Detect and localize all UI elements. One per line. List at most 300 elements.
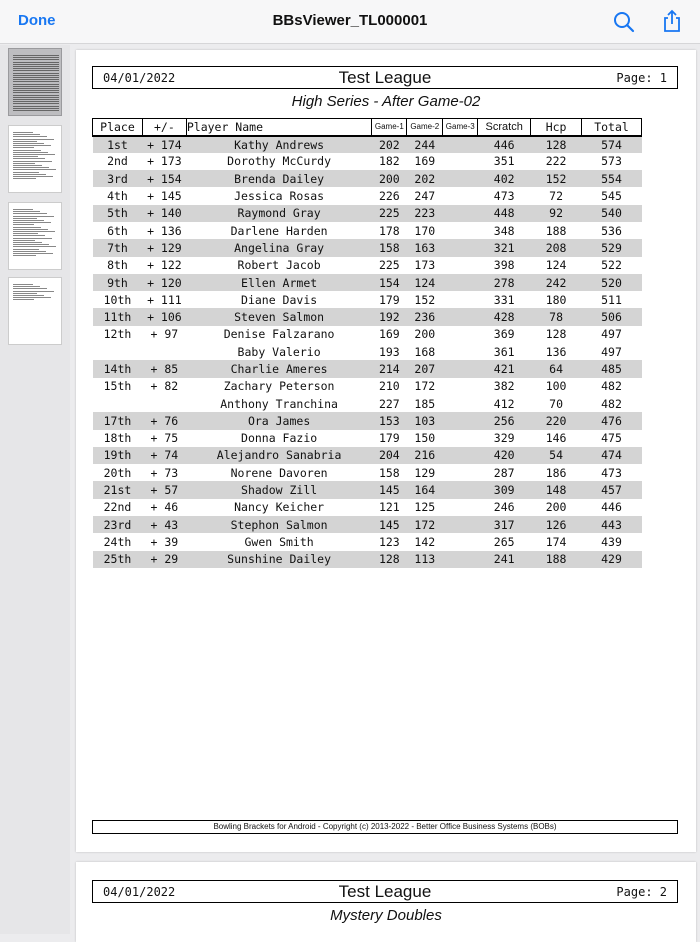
- cell-hcp: 128: [545, 327, 567, 342]
- thumbnail-line: [13, 145, 51, 146]
- column-header: Place: [93, 119, 143, 136]
- cell-hcp: 136: [545, 344, 567, 359]
- cell-g1: 169: [378, 327, 400, 342]
- cell-g1: 121: [378, 500, 400, 515]
- cell-g3: [443, 257, 478, 274]
- thumbnail-line: [13, 231, 55, 232]
- cell-hcp: 128: [531, 136, 582, 153]
- cell-total: 443: [582, 516, 642, 533]
- cell-total: 475: [601, 431, 622, 446]
- column-header: Game-3: [443, 119, 478, 136]
- cell-total: 506: [582, 308, 642, 325]
- thumbnail-line: [13, 163, 35, 164]
- table-row: [93, 551, 642, 568]
- table-row: [93, 533, 642, 550]
- cell-total: 446: [601, 500, 622, 515]
- thumbnail-line: [13, 299, 34, 300]
- thumbnail-line: [13, 62, 59, 63]
- cell-hcp: 222: [545, 154, 567, 169]
- cell-total: 511: [601, 292, 622, 307]
- cell-g3: [443, 499, 478, 516]
- cell-g3: [443, 222, 478, 239]
- cell-total: 545: [601, 189, 622, 204]
- cell-pm: + 174: [142, 136, 186, 153]
- thumbnail-line: [13, 66, 59, 67]
- cell-total: 474: [582, 447, 642, 464]
- cell-scratch: 421: [478, 360, 531, 377]
- cell-g1: 153: [372, 412, 407, 429]
- cell-g2: 124: [407, 274, 443, 291]
- cell-total: 574: [582, 136, 642, 153]
- cell-hcp: 64: [531, 360, 582, 377]
- cell-pm: + 111: [147, 292, 182, 307]
- cell-g1: 193: [378, 344, 400, 359]
- cell-place: 23rd: [93, 516, 143, 533]
- cell-g2: 152: [414, 292, 436, 307]
- cell-scratch: 382: [493, 379, 515, 394]
- cell-total: 554: [582, 170, 642, 187]
- cell-total: 573: [601, 154, 622, 169]
- cell-place: 22nd: [103, 500, 132, 515]
- cell-hcp: 92: [531, 205, 582, 222]
- cell-scratch: 348: [493, 223, 515, 238]
- table-row: [93, 499, 642, 516]
- cell-total: 529: [582, 239, 642, 256]
- share-icon[interactable]: [661, 9, 683, 33]
- thumbnail-line: [13, 92, 59, 93]
- cell-hcp: 186: [545, 465, 567, 480]
- thumbnail-line: [13, 156, 38, 157]
- cell-scratch: 473: [493, 189, 515, 204]
- thumbnail-line: [13, 249, 39, 250]
- cell-g3: [443, 481, 478, 498]
- thumbnail-line: [13, 209, 33, 210]
- cell-g3: [443, 447, 478, 464]
- thumbnail-line: [13, 79, 59, 80]
- cell-name: Charlie Ameres: [186, 360, 372, 377]
- page-thumbnail-1[interactable]: [8, 48, 62, 116]
- column-header: Game-1: [372, 119, 407, 136]
- cell-g3: [443, 205, 478, 222]
- cell-scratch: 446: [478, 136, 531, 153]
- cell-name: Brenda Dailey: [186, 170, 372, 187]
- page-thumbnail-3[interactable]: [8, 202, 62, 270]
- cell-g3: [443, 274, 478, 291]
- cell-name: Shadow Zill: [186, 481, 372, 498]
- column-header: +/-: [142, 119, 186, 136]
- cell-pm: + 76: [142, 412, 186, 429]
- cell-g2: 164: [407, 481, 443, 498]
- thumbnail-line: [13, 176, 53, 177]
- cell-g1: 128: [372, 551, 407, 568]
- cell-scratch: 412: [493, 396, 515, 411]
- cell-hcp: 180: [545, 292, 567, 307]
- page-number: Page: 2: [616, 885, 667, 899]
- cell-g3: [443, 412, 478, 429]
- cell-hcp: 148: [531, 481, 582, 498]
- thumbnail-line: [13, 134, 40, 135]
- thumbnail-line: [13, 222, 51, 223]
- thumbnail-line: [13, 242, 42, 243]
- thumbnail-line: [13, 233, 38, 234]
- cell-hcp: 242: [531, 274, 582, 291]
- cell-pm: [142, 395, 186, 412]
- cell-g3: [443, 533, 478, 550]
- cell-g2: 103: [407, 412, 443, 429]
- cell-total: 473: [601, 465, 622, 480]
- cell-total: 522: [601, 258, 622, 273]
- cell-name: Anthony Tranchina: [220, 396, 338, 411]
- thumbnail-line: [13, 70, 59, 71]
- cell-scratch: 256: [478, 412, 531, 429]
- cell-g3: [443, 136, 478, 153]
- cell-name: Donna Fazio: [241, 431, 318, 446]
- cell-g3: [443, 291, 478, 308]
- thumbnail-line: [13, 165, 42, 166]
- page-thumbnail-4[interactable]: [8, 277, 62, 345]
- thumbnail-line: [13, 136, 47, 137]
- thumbnail-line: [13, 286, 40, 287]
- cell-g1: 154: [372, 274, 407, 291]
- thumbnail-line: [13, 99, 59, 100]
- table-row: [93, 326, 642, 343]
- thumbnail-line: [13, 86, 59, 87]
- cell-place: 4th: [107, 189, 128, 204]
- thumbnail-line: [13, 213, 47, 214]
- thumbnail-line: [13, 174, 46, 175]
- cell-total: 520: [582, 274, 642, 291]
- cell-hcp: 70: [549, 396, 564, 411]
- report-subtitle: High Series - After Game-02: [291, 93, 481, 110]
- table-row: [93, 516, 642, 533]
- cell-g2: 244: [407, 136, 443, 153]
- search-icon[interactable]: [613, 11, 635, 33]
- cell-name: Raymond Gray: [186, 205, 372, 222]
- cell-name: Norene Davoren: [230, 465, 328, 480]
- cell-scratch: 420: [478, 447, 531, 464]
- cell-name: Gwen Smith: [244, 534, 314, 549]
- thumbnail-line: [13, 235, 45, 236]
- cell-place: 15th: [103, 379, 132, 394]
- cell-place: 5th: [93, 205, 143, 222]
- cell-pm: [142, 343, 186, 360]
- table-row: [93, 291, 642, 308]
- cell-name: Dorothy McCurdy: [227, 154, 332, 169]
- cell-pm: + 57: [142, 481, 186, 498]
- thumbnail-line: [13, 211, 40, 212]
- cell-hcp: 72: [549, 189, 564, 204]
- cell-g3: [443, 153, 478, 170]
- cell-g3: [443, 343, 478, 360]
- cell-scratch: 428: [478, 308, 531, 325]
- cell-scratch: 329: [493, 431, 515, 446]
- thumbnail-line: [13, 288, 47, 289]
- cell-hcp: 146: [545, 431, 567, 446]
- thumbnail-line: [13, 77, 59, 78]
- cell-pm: + 129: [142, 239, 186, 256]
- thumbnail-line: [13, 238, 52, 239]
- cell-hcp: 200: [545, 500, 567, 515]
- cell-g3: [443, 326, 478, 343]
- document-title: BBsViewer_TL000001: [272, 12, 428, 29]
- cell-g2: 172: [414, 379, 436, 394]
- cell-g1: 225: [372, 205, 407, 222]
- thumbnail-line: [13, 110, 59, 111]
- thumbnail-line: [13, 132, 33, 133]
- column-header: Total: [582, 119, 642, 136]
- cell-total: 482: [601, 379, 622, 394]
- cell-place: 8th: [107, 258, 128, 273]
- thumbnail-line: [13, 172, 39, 173]
- table-row: [93, 360, 642, 377]
- table-row: [93, 257, 642, 274]
- cell-place: 12th: [103, 327, 132, 342]
- thumbnail-line: [13, 291, 54, 292]
- cell-place: 14th: [93, 360, 143, 377]
- cell-g2: 200: [414, 327, 436, 342]
- navigation-bar: [0, 0, 700, 44]
- thumbnail-line: [13, 255, 36, 256]
- table-row: [93, 412, 642, 429]
- cell-name: Jessica Rosas: [234, 189, 325, 204]
- cell-name: Ora James: [186, 412, 372, 429]
- cell-g1: 227: [378, 396, 400, 411]
- cell-total: 482: [601, 396, 622, 411]
- cell-hcp: 78: [531, 308, 582, 325]
- cell-place: 1st: [93, 136, 143, 153]
- thumbnail-line: [13, 75, 59, 76]
- cell-g2: 202: [407, 170, 443, 187]
- cell-scratch: 402: [478, 170, 531, 187]
- cell-pm: + 120: [142, 274, 186, 291]
- cell-total: 540: [582, 205, 642, 222]
- cell-g1: 123: [378, 534, 400, 549]
- cell-g2: 150: [414, 431, 436, 446]
- cell-pm: + 106: [142, 308, 186, 325]
- cell-g2: 172: [407, 516, 443, 533]
- cell-pm: + 74: [142, 447, 186, 464]
- thumbnail-line: [13, 293, 37, 294]
- thumbnail-line: [13, 229, 48, 230]
- table-row: [93, 239, 642, 256]
- thumbnail-line: [13, 143, 44, 144]
- cell-scratch: 246: [493, 500, 515, 515]
- cell-name: Denise Falzarano: [223, 327, 335, 342]
- thumbnail-line: [13, 97, 59, 98]
- table-row: [93, 205, 642, 222]
- cell-total: 485: [582, 360, 642, 377]
- cell-scratch: 351: [493, 154, 515, 169]
- report-subtitle: Mystery Doubles: [330, 907, 442, 924]
- thumbnail-line: [13, 64, 59, 65]
- thumbnail-line: [13, 244, 49, 245]
- cell-place: 18th: [103, 431, 132, 446]
- cell-total: 457: [582, 481, 642, 498]
- cell-name: Robert Jacob: [237, 258, 321, 273]
- cell-place: 9th: [93, 274, 143, 291]
- thumbnail-line: [13, 108, 59, 109]
- cell-pm: + 97: [150, 327, 179, 342]
- cell-g3: [443, 187, 478, 204]
- thumbnail-line: [13, 218, 37, 219]
- column-header: Player Name: [186, 119, 372, 136]
- thumbnail-line: [13, 57, 59, 58]
- cell-hcp: 208: [531, 239, 582, 256]
- cell-name: Stephon Salmon: [186, 516, 372, 533]
- column-header: Hcp: [531, 119, 582, 136]
- copyright-footer: Bowling Brackets for Android - Copyright (c) 2013-2022 - Better Office Business Systems (BOBs): [92, 820, 678, 834]
- thumbnail-line: [13, 220, 44, 221]
- thumbnail-line: [13, 103, 59, 104]
- cell-scratch: 265: [493, 534, 515, 549]
- cell-g3: [443, 308, 478, 325]
- cell-pm: + 82: [150, 379, 179, 394]
- cell-g2: 142: [414, 534, 436, 549]
- table-row: [93, 481, 642, 498]
- cell-name: Diane Davis: [241, 292, 318, 307]
- page-header: [92, 66, 678, 89]
- report-page-1: [76, 50, 696, 852]
- thumbnail-line: [13, 73, 59, 74]
- cell-g2: 163: [407, 239, 443, 256]
- league-name: Test League: [338, 882, 432, 901]
- report-page-2: [76, 862, 696, 942]
- cell-hcp: 100: [545, 379, 567, 394]
- cell-name: Ellen Armet: [186, 274, 372, 291]
- thumbnail-line: [13, 106, 59, 107]
- thumbnail-line: [13, 84, 59, 85]
- table-row: [93, 430, 642, 447]
- thumbnail-line: [13, 227, 41, 228]
- thumbnail-line: [13, 169, 56, 170]
- cell-g3: [443, 170, 478, 187]
- table-header-row: [93, 119, 642, 136]
- page-thumbnail-2[interactable]: [8, 125, 62, 193]
- table-row: [93, 395, 642, 412]
- table-row: [93, 187, 642, 204]
- cell-g3: [443, 239, 478, 256]
- cell-name: Alejandro Sanabria: [186, 447, 372, 464]
- cell-pm: + 145: [147, 189, 182, 204]
- cell-g2: 113: [407, 551, 443, 568]
- cell-g2: 173: [414, 258, 436, 273]
- cell-place: 21st: [93, 481, 143, 498]
- cell-g2: 168: [414, 344, 436, 359]
- cell-g2: 223: [407, 205, 443, 222]
- cell-g3: [443, 360, 478, 377]
- report-date: 04/01/2022: [103, 71, 176, 85]
- cell-g1: 145: [372, 516, 407, 533]
- thumbnail-line: [13, 216, 54, 217]
- table-row: [93, 343, 642, 360]
- column-header: Game-2: [407, 119, 443, 136]
- cell-scratch: 287: [493, 465, 515, 480]
- thumbnail-line: [13, 147, 34, 148]
- cell-scratch: 369: [493, 327, 515, 342]
- cell-g1: 145: [372, 481, 407, 498]
- table-row: [93, 153, 642, 170]
- cell-place: 19th: [93, 447, 143, 464]
- cell-name: Nancy Keicher: [234, 500, 325, 515]
- cell-name: Kathy Andrews: [186, 136, 372, 153]
- cell-g2: 129: [414, 465, 436, 480]
- cell-hcp: 188: [531, 551, 582, 568]
- cell-g1: 182: [378, 154, 400, 169]
- cell-scratch: 309: [478, 481, 531, 498]
- cell-hcp: 152: [531, 170, 582, 187]
- cell-scratch: 398: [493, 258, 515, 273]
- thumbnail-line: [13, 101, 59, 102]
- cell-scratch: 278: [478, 274, 531, 291]
- thumbnail-line: [13, 141, 37, 142]
- thumbnail-line: [13, 139, 54, 140]
- cell-place: 6th: [107, 223, 128, 238]
- cell-hcp: 174: [545, 534, 567, 549]
- cell-g2: 170: [414, 223, 436, 238]
- thumbnail-line: [13, 95, 59, 96]
- thumbnail-line: [13, 240, 35, 241]
- thumbnail-line: [13, 161, 52, 162]
- cell-g1: 179: [378, 292, 400, 307]
- done-button[interactable]: Done: [18, 12, 56, 29]
- cell-g3: [443, 464, 478, 481]
- thumbnail-sidebar: [0, 45, 70, 934]
- thumbnail-line: [13, 284, 33, 285]
- cell-place: [93, 343, 143, 360]
- thumbnail-line: [13, 59, 59, 60]
- cell-g1: 200: [372, 170, 407, 187]
- thumbnail-line: [13, 246, 56, 247]
- cell-total: 497: [601, 327, 622, 342]
- table-row: [93, 308, 642, 325]
- cell-g2: 169: [414, 154, 436, 169]
- thumbnail-line: [13, 297, 51, 298]
- thumbnail-line: [13, 167, 49, 168]
- cell-pm: + 140: [142, 205, 186, 222]
- standings-table: [92, 118, 642, 568]
- cell-scratch: 241: [478, 551, 531, 568]
- table-row: [93, 136, 642, 153]
- cell-total: 497: [601, 344, 622, 359]
- thumbnail-line: [13, 55, 59, 56]
- column-header: Scratch: [478, 119, 531, 136]
- thumbnail-line: [13, 253, 53, 254]
- table-row: [93, 222, 642, 239]
- cell-g2: 125: [414, 500, 436, 515]
- thumbnail-line: [13, 90, 59, 91]
- cell-pm: + 154: [142, 170, 186, 187]
- page-header: [92, 880, 678, 903]
- cell-place: 11th: [93, 308, 143, 325]
- cell-g2: 207: [407, 360, 443, 377]
- cell-g3: [443, 516, 478, 533]
- cell-total: 536: [601, 223, 622, 238]
- cell-scratch: 331: [493, 292, 515, 307]
- table-row: [93, 378, 642, 395]
- cell-g1: 204: [372, 447, 407, 464]
- cell-scratch: 448: [478, 205, 531, 222]
- cell-hcp: 220: [531, 412, 582, 429]
- cell-g2: 185: [414, 396, 436, 411]
- table-row: [93, 464, 642, 481]
- cell-g1: 202: [372, 136, 407, 153]
- cell-hcp: 124: [545, 258, 567, 273]
- page-number: Page: 1: [616, 71, 667, 85]
- cell-g3: [443, 395, 478, 412]
- cell-place: 10th: [103, 292, 132, 307]
- cell-g1: 179: [378, 431, 400, 446]
- cell-g1: 158: [378, 465, 400, 480]
